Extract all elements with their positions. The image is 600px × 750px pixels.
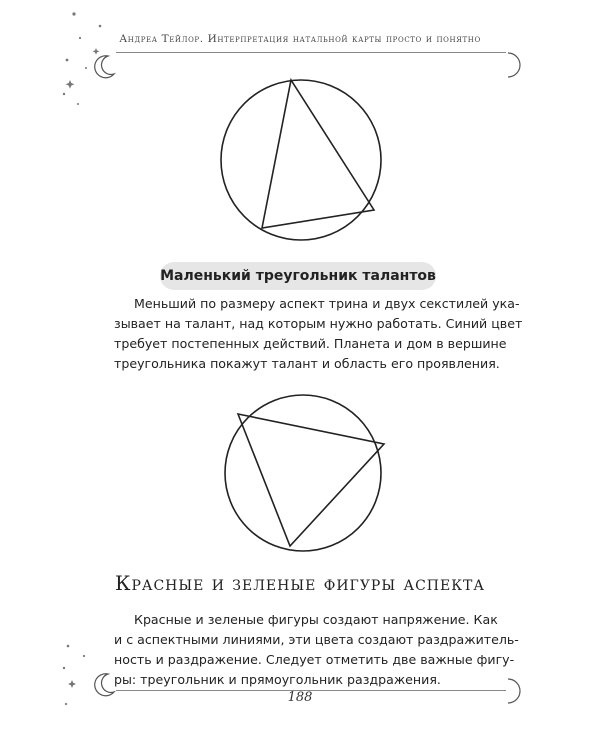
crescent-moon-icon [95, 56, 114, 78]
paragraph-line: и с аспектными линиями, эти цвета создают раздражитель- [114, 632, 519, 647]
paragraph-1 [114, 294, 523, 374]
page-number: 188 [287, 690, 313, 705]
paragraph-line: требует постепенных действий. Планета и дом в вершине [114, 336, 507, 351]
crescent-moon-icon [498, 50, 526, 80]
paragraph-line: зывает на талант, над которым нужно работать. Синий цвет [114, 316, 523, 331]
paragraph-line: Меньший по размеру аспект трина и двух секстилей ука- [134, 296, 520, 311]
header-rule [116, 52, 506, 53]
paragraph-2 [114, 610, 519, 690]
top-left-ornament [56, 8, 126, 108]
triangle-figure-1 [216, 76, 386, 246]
paragraph-line: треугольника покажут талант и область его проявления. [114, 356, 500, 371]
paragraph-line: ность и раздражение. Следует отметить две важные фигу- [114, 652, 515, 667]
paragraph-line: ры: треугольник и прямоугольник раздражения. [114, 672, 441, 687]
circle-outline [221, 80, 381, 240]
triangle-outline [238, 414, 384, 546]
section-title: Красные и зеленые фигуры аспекта [114, 571, 486, 595]
star-icon [63, 12, 102, 105]
paragraph-line: Красные и зеленые фигуры создают напряжение. Как [134, 612, 498, 627]
subsection-title: Маленький треугольник талантов [160, 268, 436, 284]
triangle-figure-2 [216, 392, 394, 556]
running-header: Андреа Тейлор. Интерпретация натальной карты просто и понятно [119, 33, 481, 45]
subsection-heading-pill [160, 262, 436, 290]
bottom-left-ornament [56, 640, 126, 720]
